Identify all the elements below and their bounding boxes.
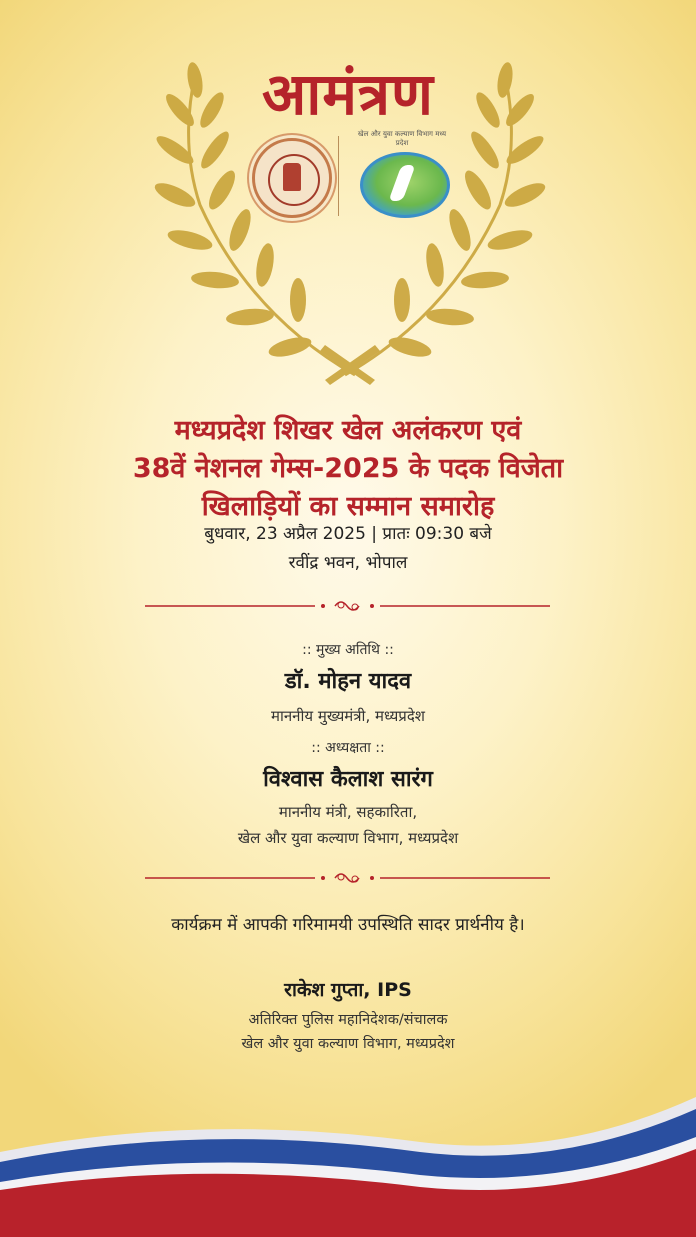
chief-guest-designation: माननीय मुख्यमंत्री, मध्यप्रदेश (271, 707, 425, 725)
presiding-label: :: अध्यक्षता :: (311, 740, 385, 756)
event-info (0, 520, 696, 578)
logo-row (0, 130, 696, 220)
tricolor-wave-icon (0, 1097, 696, 1237)
mp-government-seal-icon (252, 138, 332, 218)
event-headline (0, 412, 696, 526)
event-line-1: मध्यप्रदेश शिखर खेल अलंकरण एवं (174, 415, 522, 446)
event-line-2: 38वें नेशनल गेम्स-2025 के पदक विजेता (132, 453, 564, 484)
khel-logo-text: खेल और युवा कल्याण विभाग मध्य प्रदेश (357, 130, 447, 147)
chief-guest-section (0, 640, 696, 729)
khel-vibhag-logo-icon (360, 152, 450, 218)
signatory-name: राकेश गुप्ता, IPS (284, 979, 412, 1001)
event-datetime: बुधवार, 23 अप्रैल 2025 | प्रातः 09:30 बजे (204, 524, 492, 544)
presiding-section (0, 738, 696, 851)
event-line-3: खिलाड़ियों का सम्मान समारोह (201, 491, 495, 522)
logo-divider (338, 136, 339, 216)
event-venue: रवींद्र भवन, भोपाल (288, 553, 408, 573)
chief-guest-name: डॉ. मोहन यादव (284, 669, 412, 694)
signatory-designation-2: खेल और युवा कल्याण विभाग, मध्यप्रदेश (241, 1036, 455, 1052)
presiding-name: विश्वास कैलाश सारंग (263, 767, 433, 792)
chief-guest-label: :: मुख्य अतिथि :: (302, 642, 394, 658)
signatory-designation-1: अतिरिक्त पुलिस महानिदेशक/संचालक (248, 1012, 448, 1028)
presiding-designation-1: माननीय मंत्री, सहकारिता, (278, 803, 418, 821)
ornament-divider-icon (145, 868, 550, 888)
page-title: आमंत्रण (262, 60, 434, 128)
ornament-divider-icon (145, 596, 550, 616)
invitation-note: कार्यक्रम में आपकी गरिमामयी उपस्थिति सादर प्रार्थनीय है। (171, 915, 525, 935)
signatory-section (0, 976, 696, 1056)
presiding-designation-2: खेल और युवा कल्याण विभाग, मध्यप्रदेश (237, 829, 459, 847)
